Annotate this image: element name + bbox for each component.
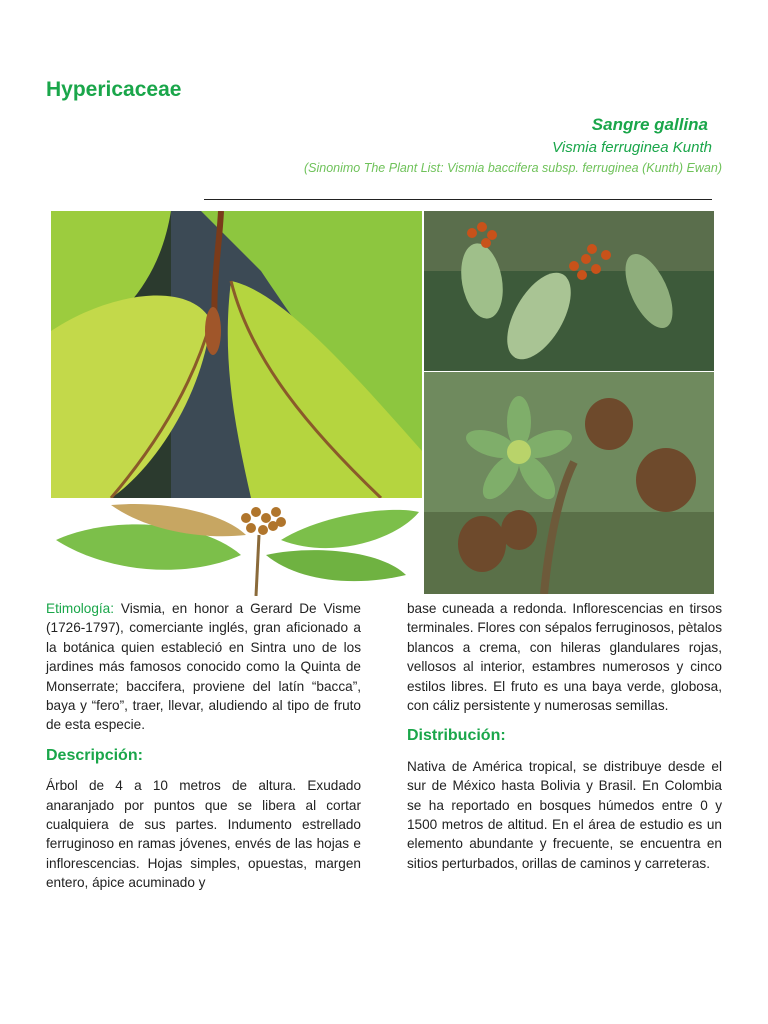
distribution-heading: Distribución: [407, 727, 506, 745]
description-text-part1: Árbol de 4 a 10 metros de altura. Exudado anaranjado por puntos que se libera al cortar cualquiera de sus partes. Indumento estrellado ferruginoso en ramas jóvenes, envés de las hojas e inflorescencias. Hojas simples, opuestas, margen entero, ápice acuminado y [46, 778, 361, 891]
common-name: Sangre gallina [591, 115, 708, 134]
description-text-part2: base cuneada a redonda. Inflorescencias en tirsos terminales. Flores con sépalos ferruginosos, pètalos blancos a crema, con hileras glandulares rojas, vellosos al interior, estambres numerosos y cinco estilos libres. El fruto es una baya verde, globosa, con cáliz persistente y numerosas semillas. [407, 601, 722, 714]
text-column-right [407, 599, 722, 873]
branch-with-fruits-photo [424, 211, 714, 371]
etymology-paragraph [46, 599, 361, 735]
text-column-left [46, 599, 361, 893]
scientific-name: Vismia ferruginea Kunth [552, 139, 712, 156]
description-heading: Descripción: [46, 746, 143, 764]
leaves-underside-photo [51, 211, 422, 498]
flower-and-buds-photo [424, 372, 714, 594]
header-divider [204, 199, 712, 200]
distribution-text: Nativa de América tropical, se distribuye desde el sur de México hasta Bolivia y Brasil. En Colombia se ha reportado en bosques húmedos entre 0 y 1500 metros de altitud. En el área de estudio es un elemento abundante y frecuente, se encuentra en sitios perturbados, orillas de caminos y carreteras. [407, 758, 722, 871]
family-title: Hypericaceae [46, 78, 182, 101]
etymology-label: Etimología: [46, 601, 115, 616]
specimen-on-white-photo [51, 500, 422, 596]
synonym-note: (Sinonimo The Plant List: Vismia baccifera subsp. ferruginea (Kunth) Ewan) [303, 161, 722, 175]
etymology-text: Vismia, en honor a Gerard De Visme (1726-1797), comerciante inglés, gran aficionado a la botánica quien estableció en Sintra uno de los jardines más famosos conocido como la Quinta de Monserrate; baccifera, proviene del latín “bacca”, baya y “fero”, traer, llevar, aludiendo al tipo de fruto de esta especie. [46, 601, 361, 733]
